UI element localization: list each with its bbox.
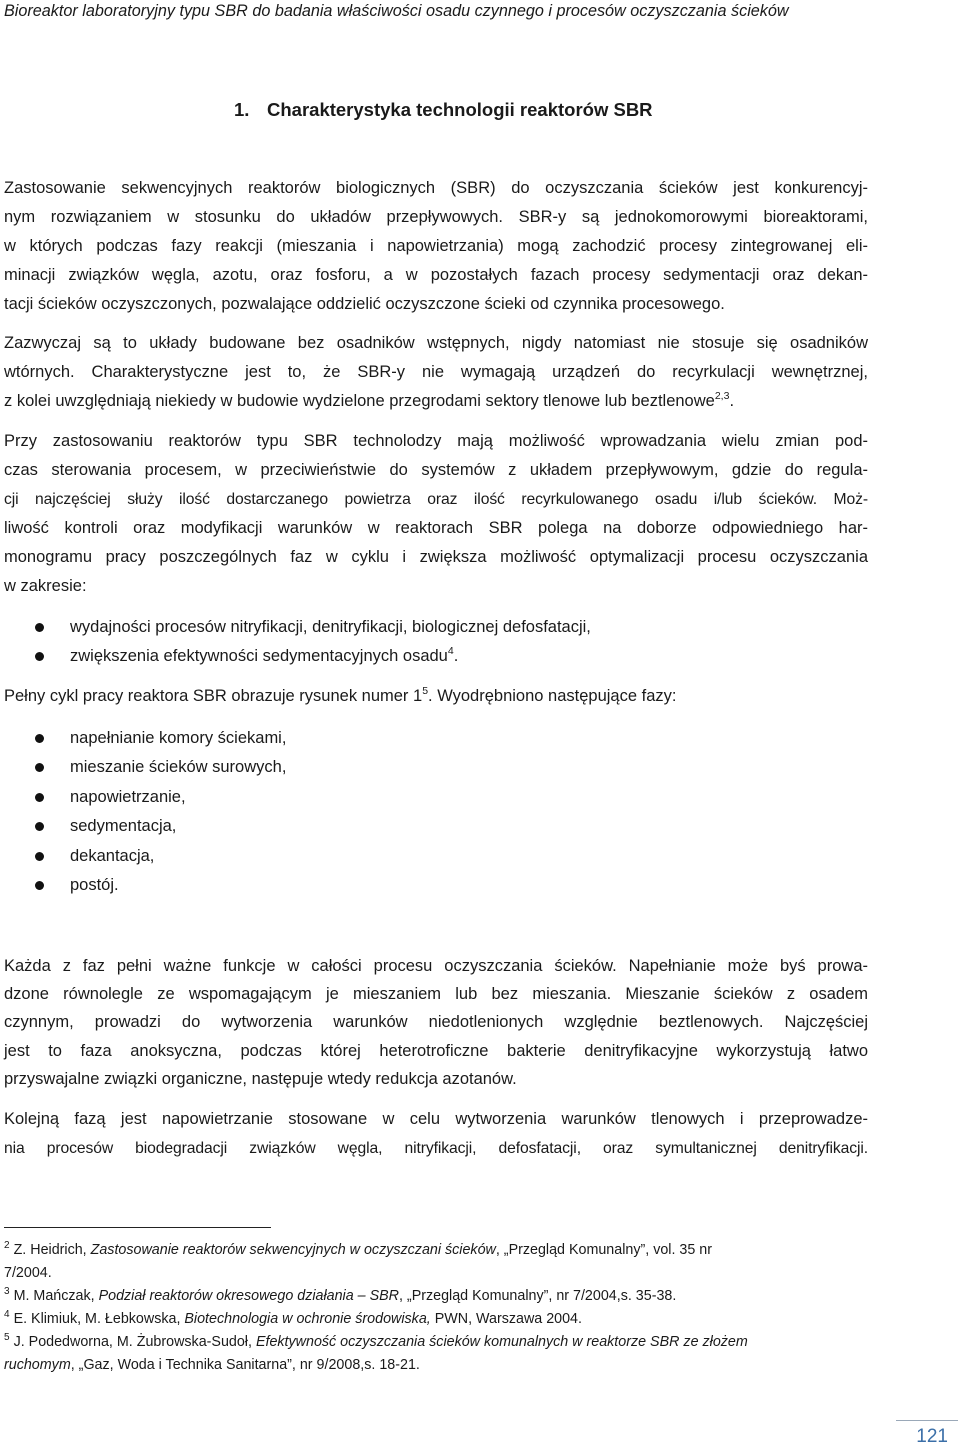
paragraph-1-line: tacji ścieków oczyszczonych, pozwalające oddzielić oczyszczone ścieki od czynnika procesowego. xyxy=(4,295,725,313)
paragraph-5-line: nia procesów biodegradacji związków węgla, nitryfikacji, defosfatacji, oraz symultanicznej denitryfikacji. xyxy=(4,1140,868,1157)
footnote-title: Efektywność oczyszczania ścieków komunalnych w reaktorze SBR ze złożem xyxy=(255,1334,748,1350)
footnote-authors: Z. Heidrich, xyxy=(13,1242,91,1258)
paragraph-4-line: Każda z faz pełni ważne funkcje w całości procesu oczyszczania ścieków. Napełnianie może byś prowa- xyxy=(4,957,868,975)
footnote-mark: 4 xyxy=(4,1309,10,1320)
paragraph-3-line: Przy zastosowaniu reaktorów typu SBR technolodzy mają możliwość wprowadzania wielu zmian pod- xyxy=(4,432,868,450)
phase-item: mieszanie ścieków surowych, xyxy=(70,758,287,776)
footnote-3 xyxy=(4,1285,676,1307)
footnote-5-cont xyxy=(4,1354,420,1376)
footnote-5 xyxy=(4,1331,748,1353)
phase-item: dekantacja, xyxy=(70,847,155,865)
bullet-icon xyxy=(35,734,44,743)
footnote-ref: 2,3 xyxy=(714,390,730,402)
section-heading xyxy=(234,98,653,122)
phase-item: sedymentacja, xyxy=(70,817,177,835)
paragraph-3-line: liwość kontroli oraz modyfikacji warunków w reaktorach SBR polega na doborze odpowiedniego har- xyxy=(4,519,868,537)
bullet-icon xyxy=(35,763,44,772)
bullet-icon xyxy=(35,822,44,831)
footnote-title: Podział reaktorów okresowego działania – SBR xyxy=(98,1288,399,1304)
paragraph-3-line: cji najczęściej służy ilość dostarczanego powietrza oraz ilość recyrkulowanego osadu i/lub ścieków. Moż- xyxy=(4,491,868,508)
bullet-icon xyxy=(35,652,44,661)
paragraph-3-line: monogramu pracy poszczególnych faz w cyklu i zwiększa możliwość optymalizacji procesu oczyszczania xyxy=(4,548,868,566)
footnote-source: PWN, Warszawa 2004. xyxy=(430,1311,582,1327)
paragraph-1-line: minacji związków węgla, azotu, oraz fosforu, a w pozostałych fazach procesy sedymentacji oraz dekan- xyxy=(4,266,868,284)
paragraph-1-line: nym rozwiązaniem w stosunku do układów przepływowych. SBR-y są jednokomorowymi bioreaktorami, xyxy=(4,208,868,226)
footnote-separator xyxy=(4,1227,271,1228)
paragraph-2-line: Zazwyczaj są to układy budowane bez osadników wstępnych, nigdy natomiast nie stosuje się osadników xyxy=(4,334,868,352)
footnote-mark: 5 xyxy=(4,1332,10,1343)
paragraph-2-line xyxy=(4,387,868,416)
footnote-mark: 2 xyxy=(4,1240,10,1251)
footnote-source: , „Przegląd Komunalny”, vol. 35 nr xyxy=(495,1242,713,1258)
bullet-icon xyxy=(35,793,44,802)
cycle-intro-text-end: . Wyodrębniono następujące fazy: xyxy=(428,687,677,705)
bullet-icon xyxy=(35,623,44,632)
paragraph-2-line: wtórnych. Charakterystyczne jest to, że SBR-y nie wymagają urządzeń do recyrkulacji wewnętrznej, xyxy=(4,363,868,381)
page-number: 121 xyxy=(916,1426,948,1447)
paragraph-3-line: czas sterowania procesem, w przeciwieństwie do systemów z układem przepływowym, gdzie do regula- xyxy=(4,461,868,479)
list-item-text: zwiększenia efektywności sedymentacyjnych osadu xyxy=(70,647,448,665)
phase-item: postój. xyxy=(70,876,119,894)
footnote-source: , „Gaz, Woda i Technika Sanitarna”, nr 9/2008,s. 18-21. xyxy=(70,1357,420,1373)
list-item: wydajności procesów nitryfikacji, denitryfikacji, biologicznej defosfatacji, xyxy=(70,618,591,636)
footnote-mark: 3 xyxy=(4,1286,10,1297)
footnote-authors: E. Klimiuk, M. Łebkowska, xyxy=(13,1311,185,1327)
section-number: 1. xyxy=(234,99,250,120)
paragraph-4-line: przyswajalne związki organiczne, następuje wtedy redukcja azotanów. xyxy=(4,1070,517,1088)
paragraph-4-line: czynnym, prowadzi do wytworzenia warunków niedotlenionych względnie beztlenowych. Najczęściej xyxy=(4,1013,868,1031)
running-header: Bioreaktor laboratoryjny typu SBR do badania właściwości osadu czynnego i procesów oczyszczania ścieków xyxy=(4,2,789,20)
footnote-2-cont: 7/2004. xyxy=(4,1265,52,1281)
phase-item: napełnianie komory ściekami, xyxy=(70,729,287,747)
section-title: Charakterystyka technologii reaktorów SBR xyxy=(267,99,653,120)
paragraph-4-line: jest to faza anoksyczna, podczas której heterotroficzne bakterie denitryfikacyjne wykorzystują łatwo xyxy=(4,1042,868,1060)
footnote-authors: M. Mańczak, xyxy=(13,1288,99,1304)
paragraph-2-text: z kolei uwzględniają niekiedy w budowie wydzielone przegrodami sektory tlenowe lub beztlenowe xyxy=(4,392,715,410)
bullet-icon xyxy=(35,852,44,861)
footnote-authors: J. Podedworna, M. Żubrowska-Sudoł, xyxy=(13,1334,256,1350)
paragraph-1-line: w których podczas fazy reakcji (mieszania i napowietrzania) mogą zachodzić procesy zintegrowanej eli- xyxy=(4,237,868,255)
footnote-4 xyxy=(4,1308,582,1330)
footnote-source: , „Przegląd Komunalny”, nr 7/2004,s. 35-38. xyxy=(398,1288,677,1304)
list-item-end: . xyxy=(453,647,459,665)
paragraph-2-end: . xyxy=(729,392,735,410)
phase-item: napowietrzanie, xyxy=(70,788,186,806)
paragraph-5-line: Kolejną fazą jest napowietrzanie stosowane w celu wytworzenia warunków tlenowych i przeprowadze- xyxy=(4,1110,868,1128)
footnote-title: Zastosowanie reaktorów sekwencyjnych w oczyszczani ścieków xyxy=(90,1242,496,1258)
bullet-icon xyxy=(35,881,44,890)
paragraph-3-line: w zakresie: xyxy=(4,577,87,595)
page-number-rule xyxy=(896,1420,958,1421)
paragraph-1-line: Zastosowanie sekwencyjnych reaktorów biologicznych (SBR) do oczyszczania ścieków jest konkurencyj- xyxy=(4,179,868,197)
cycle-intro xyxy=(4,682,868,711)
paragraph-4-line: dzone równolegle ze wspomagającym je mieszaniem lub bez mieszania. Mieszanie ścieków z osadem xyxy=(4,985,868,1003)
list-item xyxy=(70,642,458,671)
cycle-intro-text: Pełny cykl pracy reaktora SBR obrazuje rysunek numer 1 xyxy=(4,687,423,705)
footnote-ref: 5 xyxy=(422,685,429,697)
footnote-2 xyxy=(4,1239,712,1261)
footnote-title: Biotechnologia w ochronie środowiska, xyxy=(184,1311,431,1327)
footnote-ref: 4 xyxy=(447,645,454,657)
footnote-title-cont: ruchomym xyxy=(4,1357,71,1373)
